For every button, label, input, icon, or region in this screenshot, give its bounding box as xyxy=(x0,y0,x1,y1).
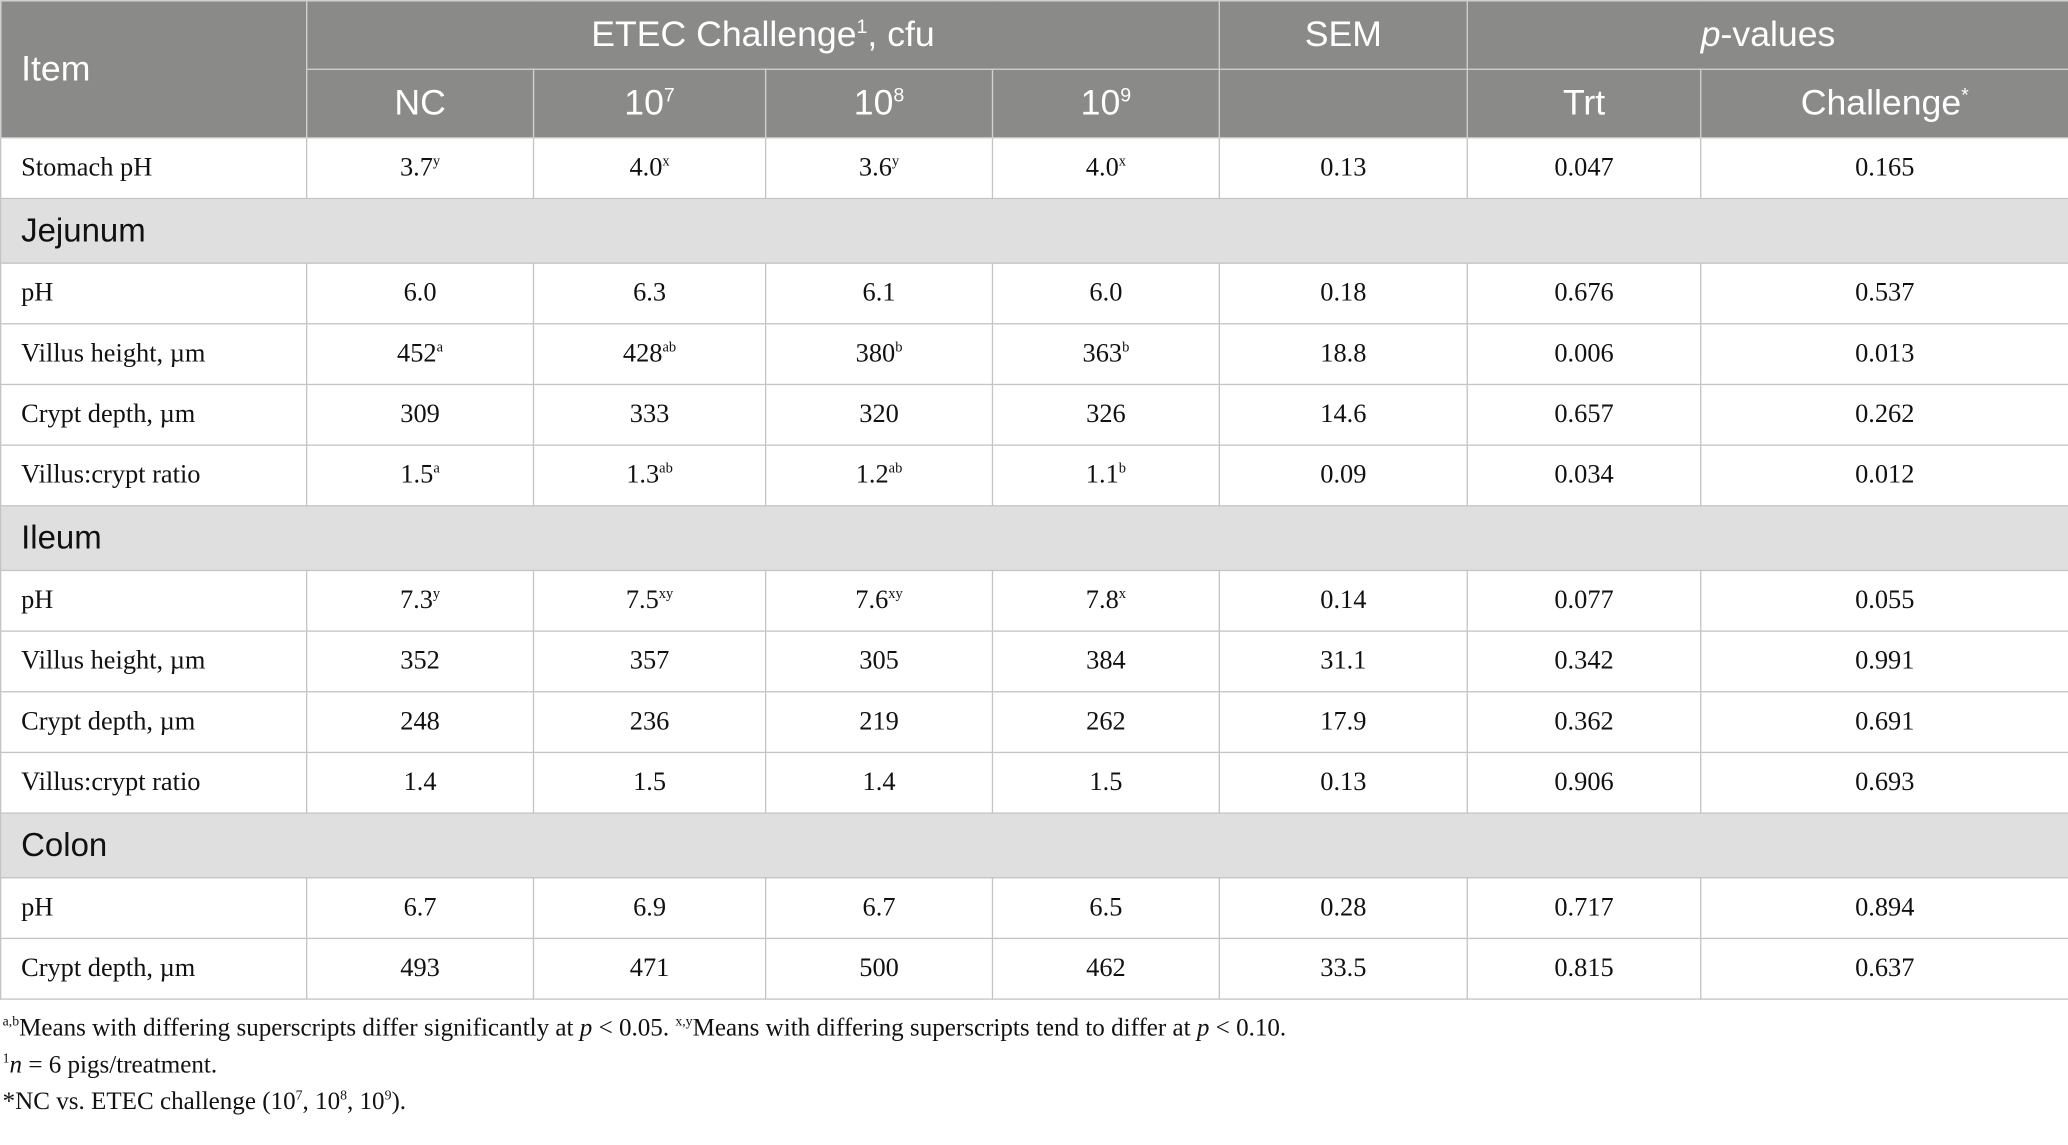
header-sem-blank xyxy=(1219,69,1467,138)
row-label: Villus height, µm xyxy=(1,324,307,385)
header-etec-challenge: ETEC Challenge$^1$, cfu xyxy=(307,1,1220,70)
cell-challenge: 0.013 xyxy=(1701,324,2068,385)
header-dose-8: $10^8$ xyxy=(766,69,993,138)
cell-challenge: 0.637 xyxy=(1701,938,2068,999)
cell-dose-9: 462 xyxy=(992,938,1219,999)
cell-nc: 309 xyxy=(307,384,534,445)
table-row xyxy=(1,570,2068,631)
cell-nc: 3.7$^y$ xyxy=(307,138,534,199)
cell-nc: 493 xyxy=(307,938,534,999)
header-trt: Trt xyxy=(1467,69,1700,138)
cell-challenge: 0.012 xyxy=(1701,445,2068,506)
cell-challenge: 0.691 xyxy=(1701,692,2068,753)
cell-sem: 31.1 xyxy=(1219,631,1467,692)
cell-dose-7: 6.9 xyxy=(533,878,765,939)
cell-trt: 0.077 xyxy=(1467,570,1700,631)
cell-challenge: 0.165 xyxy=(1701,138,2068,199)
cell-dose-8: 6.7 xyxy=(766,878,993,939)
cell-dose-7: 4.0$^x$ xyxy=(533,138,765,199)
row-label: pH xyxy=(1,878,307,939)
cell-trt: 0.342 xyxy=(1467,631,1700,692)
cell-nc: 352 xyxy=(307,631,534,692)
cell-dose-9: 262 xyxy=(992,692,1219,753)
table-row xyxy=(1,752,2068,813)
table-row-stomach-ph xyxy=(1,138,2068,199)
cell-challenge: 0.991 xyxy=(1701,631,2068,692)
cell-trt: 0.906 xyxy=(1467,752,1700,813)
footnote-significance: $^{a,b}$Means with differing superscripts differ significantly at p < 0.05. $^{x,y}$Means with differing superscripts tend to differ at p < 0.10. xyxy=(2,1014,1287,1042)
cell-challenge: 0.055 xyxy=(1701,570,2068,631)
section-title: Ileum xyxy=(1,506,2068,571)
header-item: Item xyxy=(1,1,307,138)
header-pvalues: p-values xyxy=(1467,1,2068,70)
row-label: pH xyxy=(1,570,307,631)
cell-trt: 0.006 xyxy=(1467,324,1700,385)
cell-dose-8: 1.4 xyxy=(766,752,993,813)
table-row xyxy=(1,878,2068,939)
cell-dose-9: 6.0 xyxy=(992,263,1219,324)
section-row-ileum xyxy=(1,506,2068,571)
row-label: Villus height, µm xyxy=(1,631,307,692)
row-label: Villus:crypt ratio xyxy=(1,445,307,506)
cell-dose-8: 6.1 xyxy=(766,263,993,324)
cell-dose-7: 471 xyxy=(533,938,765,999)
table-row xyxy=(1,324,2068,385)
cell-dose-8: 380$^b$ xyxy=(766,324,993,385)
cell-dose-7: 6.3 xyxy=(533,263,765,324)
cell-dose-8: $7.6^{xy}$ xyxy=(766,570,993,631)
table-row xyxy=(1,938,2068,999)
table-row xyxy=(1,384,2068,445)
cell-sem: 14.6 xyxy=(1219,384,1467,445)
cell-dose-7: 357 xyxy=(533,631,765,692)
cell-sem: 33.5 xyxy=(1219,938,1467,999)
cell-trt: 0.034 xyxy=(1467,445,1700,506)
footnote-n: $^1$n = 6 pigs/treatment. xyxy=(2,1051,218,1079)
row-label: Crypt depth, µm xyxy=(1,692,307,753)
cell-dose-7: $7.5^{xy}$ xyxy=(533,570,765,631)
cell-dose-8: 320 xyxy=(766,384,993,445)
cell-nc: 7.3$^y$ xyxy=(307,570,534,631)
cell-challenge: 0.894 xyxy=(1701,878,2068,939)
cell-dose-8: 3.6$^y$ xyxy=(766,138,993,199)
cell-sem: 0.13 xyxy=(1219,752,1467,813)
cell-sem: 0.18 xyxy=(1219,263,1467,324)
cell-challenge: 0.693 xyxy=(1701,752,2068,813)
cell-dose-9: 384 xyxy=(992,631,1219,692)
header-dose-9: $10^9$ xyxy=(992,69,1219,138)
cell-dose-8: 219 xyxy=(766,692,993,753)
table-row xyxy=(1,445,2068,506)
row-label: pH xyxy=(1,263,307,324)
table-row xyxy=(1,692,2068,753)
cell-dose-7: 333 xyxy=(533,384,765,445)
cell-dose-8: 500 xyxy=(766,938,993,999)
row-label: Stomach pH xyxy=(1,138,307,199)
row-label: Crypt depth, µm xyxy=(1,384,307,445)
footnote-contrast: *NC vs. ETEC challenge ($10^7$, $10^8$, $10^9$). xyxy=(2,1088,407,1116)
section-row-jejunum xyxy=(1,198,2068,263)
cell-nc: 452$^a$ xyxy=(307,324,534,385)
cell-dose-9: 363$^b$ xyxy=(992,324,1219,385)
header-sem: SEM xyxy=(1219,1,1467,70)
cell-dose-9: 4.0$^x$ xyxy=(992,138,1219,199)
cell-sem: 0.28 xyxy=(1219,878,1467,939)
cell-dose-7: 1.3$^{ab}$ xyxy=(533,445,765,506)
cell-dose-7: 236 xyxy=(533,692,765,753)
header-dose-7: $10^7$ xyxy=(533,69,765,138)
header-nc: NC xyxy=(307,69,534,138)
cell-trt: 0.815 xyxy=(1467,938,1700,999)
cell-challenge: 0.537 xyxy=(1701,263,2068,324)
cell-dose-9: 7.8$^x$ xyxy=(992,570,1219,631)
cell-sem: 0.13 xyxy=(1219,138,1467,199)
header-challenge: Challenge* xyxy=(1701,69,2068,138)
cell-dose-8: 1.2$^{ab}$ xyxy=(766,445,993,506)
row-label: Villus:crypt ratio xyxy=(1,752,307,813)
section-title: Jejunum xyxy=(1,198,2068,263)
cell-dose-9: 6.5 xyxy=(992,878,1219,939)
row-label: Crypt depth, µm xyxy=(1,938,307,999)
cell-nc: 6.7 xyxy=(307,878,534,939)
cell-dose-9: 1.5 xyxy=(992,752,1219,813)
cell-nc: 1.5$^a$ xyxy=(307,445,534,506)
cell-nc: 248 xyxy=(307,692,534,753)
cell-nc: 6.0 xyxy=(307,263,534,324)
cell-nc: 1.4 xyxy=(307,752,534,813)
cell-trt: 0.362 xyxy=(1467,692,1700,753)
cell-trt: 0.676 xyxy=(1467,263,1700,324)
header-row-2 xyxy=(1,69,2068,138)
table-row xyxy=(1,631,2068,692)
cell-sem: 18.8 xyxy=(1219,324,1467,385)
cell-dose-7: $428^{ab}$ xyxy=(533,324,765,385)
cell-sem: 0.14 xyxy=(1219,570,1467,631)
cell-dose-7: 1.5 xyxy=(533,752,765,813)
cell-sem: 17.9 xyxy=(1219,692,1467,753)
section-title: Colon xyxy=(1,813,2068,878)
cell-trt: 0.047 xyxy=(1467,138,1700,199)
table-row xyxy=(1,263,2068,324)
cell-dose-9: 326 xyxy=(992,384,1219,445)
cell-trt: 0.717 xyxy=(1467,878,1700,939)
section-row-colon xyxy=(1,813,2068,878)
cell-sem: 0.09 xyxy=(1219,445,1467,506)
header-row-1 xyxy=(1,1,2068,70)
cell-trt: 0.657 xyxy=(1467,384,1700,445)
cell-dose-9: 1.1$^b$ xyxy=(992,445,1219,506)
cell-challenge: 0.262 xyxy=(1701,384,2068,445)
cell-dose-8: 305 xyxy=(766,631,993,692)
